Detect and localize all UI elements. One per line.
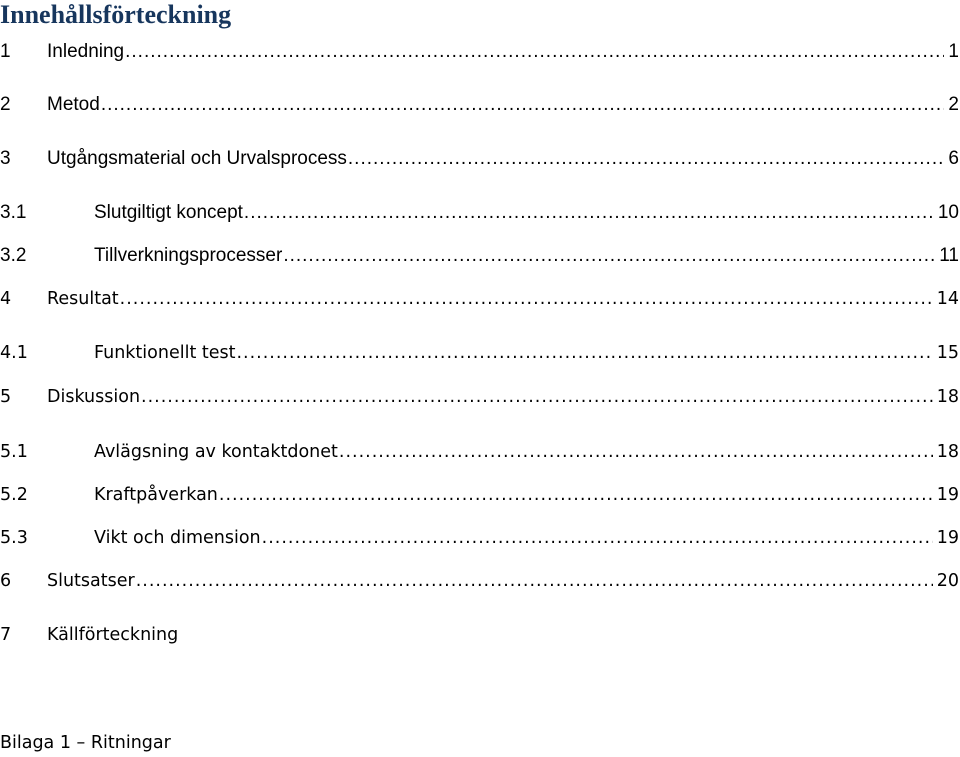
toc-dot-leader — [283, 243, 935, 269]
toc-entry-metod[interactable] — [0, 92, 960, 118]
toc-entry-slutgiltigt-koncept[interactable] — [0, 200, 960, 226]
toc-entry-page: 6 — [948, 148, 959, 169]
toc-entry-title: Resultat — [47, 289, 119, 309]
toc-entry-diskussion[interactable] — [0, 384, 960, 410]
toc-dot-leader — [136, 568, 933, 594]
toc-entry-number: 5.2 — [0, 485, 28, 505]
toc-entry-page: 15 — [936, 343, 959, 363]
toc-dot-leader — [101, 92, 945, 118]
toc-dot-leader — [262, 525, 933, 551]
toc-entry-number: 3.1 — [0, 202, 27, 223]
toc-entry-page: 14 — [936, 289, 959, 309]
toc-dot-leader — [348, 146, 945, 172]
toc-entry-title: Vikt och dimension — [94, 528, 261, 548]
toc-entry-vikt-och-dimension[interactable] — [0, 525, 960, 551]
toc-entry-title: Tillverkningsprocesser — [94, 245, 283, 266]
toc-entry-resultat[interactable] — [0, 286, 960, 312]
toc-entry-page: 18 — [936, 442, 959, 462]
toc-entry-title: Slutsatser — [47, 571, 135, 591]
toc-dot-leader — [244, 200, 934, 226]
toc-entry-avlagsning[interactable] — [0, 439, 960, 465]
toc-entry-page: 1 — [948, 41, 959, 62]
toc-entry-number: 4.1 — [0, 343, 28, 363]
toc-entry-page: 18 — [936, 387, 959, 407]
toc-entry-title: Diskussion — [47, 387, 141, 407]
toc-entry-number: 3 — [0, 148, 11, 169]
toc-entry-funktionellt-test[interactable] — [0, 340, 960, 366]
toc-entry-number: 5.3 — [0, 528, 28, 548]
toc-entry-title: Avlägsning av kontaktdonet — [94, 442, 338, 462]
appendix-label: Bilaga 1 – Ritningar — [0, 733, 171, 753]
toc-entry-utgangsmaterial[interactable] — [0, 146, 960, 172]
toc-entry-title: Slutgiltigt koncept — [94, 202, 243, 223]
toc-entry-number: 7 — [0, 625, 12, 645]
toc-entry-page: 10 — [937, 202, 959, 223]
toc-entry-number: 1 — [0, 41, 11, 62]
toc-entry-title: Funktionellt test — [94, 343, 236, 363]
toc-entry-page: 2 — [948, 94, 959, 115]
toc-dot-leader — [339, 439, 933, 465]
toc-entry-number: 6 — [0, 571, 12, 591]
toc-entry-slutsatser[interactable] — [0, 568, 960, 594]
toc-entry-tillverkningsprocesser[interactable] — [0, 243, 960, 269]
toc-entry-page: 19 — [936, 485, 959, 505]
toc-entry-title: Metod — [47, 94, 100, 115]
toc-entry-number: 3.2 — [0, 245, 27, 266]
toc-entry-number: 2 — [0, 94, 11, 115]
toc-entry-page: 20 — [936, 571, 959, 591]
toc-entry-number: 5 — [0, 387, 12, 407]
toc-dot-leader — [219, 482, 933, 508]
toc-title: Innehållsförteckning — [0, 0, 232, 29]
toc-entry-title: Källförteckning — [47, 625, 179, 645]
toc-entry-number: 4 — [0, 289, 12, 309]
toc-entry-kraftpaverkan[interactable] — [0, 482, 960, 508]
toc-entry-page: 11 — [939, 245, 959, 266]
toc-entry-title: Inledning — [47, 41, 125, 62]
toc-entry-title: Kraftpåverkan — [94, 485, 218, 505]
toc-entry-page: 19 — [936, 528, 959, 548]
toc-dot-leader — [236, 340, 932, 366]
toc-entry-title: Utgångsmaterial och Urvalsprocess — [47, 148, 347, 169]
toc-dot-leader — [120, 286, 933, 312]
toc-entry-kallforteckning[interactable] — [0, 622, 960, 648]
toc-entry-inledning[interactable] — [0, 39, 960, 65]
toc-entry-number: 5.1 — [0, 442, 28, 462]
toc-dot-leader — [125, 39, 944, 65]
toc-dot-leader — [141, 384, 933, 410]
